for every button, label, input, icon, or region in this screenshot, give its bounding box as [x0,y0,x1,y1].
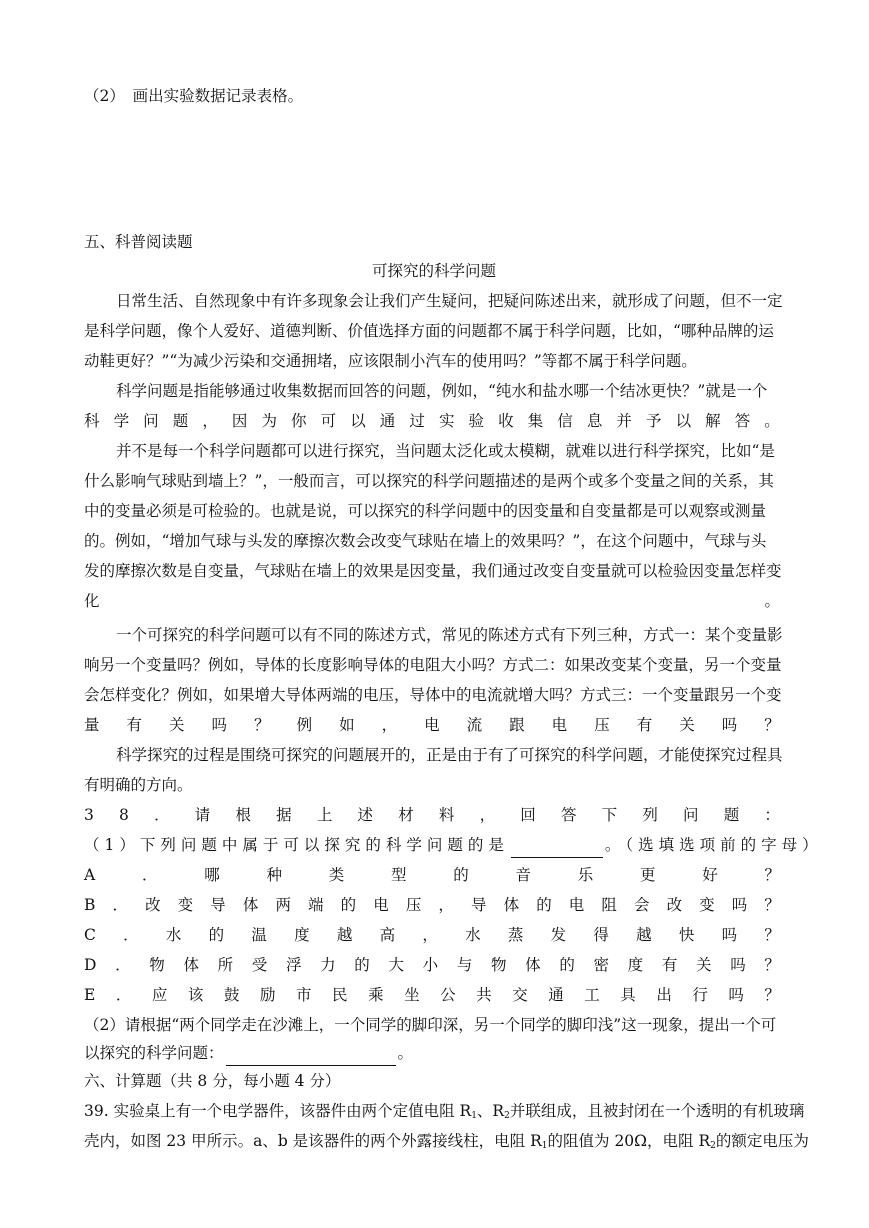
option-char: 度 [627,956,644,974]
paragraph-3-line: 并不是每一个科学问题都可以进行探究，当问题太泛化或太模糊，就难以进行科学探究，比如“是 [116,442,775,460]
option-char: 的 [208,926,225,944]
option-char: 乘 [368,986,384,1004]
justified-char: 。 [764,592,780,610]
justified-char: 电 [424,716,440,734]
justified-char: 以 [350,412,366,430]
option-char: 鼓 [223,986,240,1004]
option-char: 两 [275,896,291,914]
option-char: 市 [296,986,312,1004]
justified-char: ， [479,806,496,824]
justified-char: 你 [291,412,307,430]
justified-char: 吗 [721,716,738,734]
option-char: 具 [620,986,636,1004]
justified-char: 述 [357,806,374,824]
justified-char: ： [764,806,780,824]
option-char: 物 [149,956,165,974]
justified-char: 题 [172,412,189,430]
section-6-title: 六、计算题（共 8 分，每小题 4 分） [84,1072,341,1090]
paragraph-4-line: 响另一个变量吗？例如，导体的长度影响导体的电阻大小吗？方式二：如果改变某个变量，另一个变量 [84,656,782,674]
justified-char: 为 [261,412,277,430]
option-char: 工 [584,986,600,1004]
option-char: 水 [165,926,182,944]
option-char: ？ [764,926,780,944]
option-char: 蒸 [507,926,524,944]
option-char: 体 [525,956,541,974]
option-char: 所 [217,956,234,974]
option-char: C [84,926,96,944]
justified-char: 有 [126,716,143,734]
justified-char: 下 [601,806,618,824]
option-d [84,952,780,978]
question-38-2-line: （2）请根据“两个同学走在沙滩上，一个同学的脚印深，另一个同学的脚印浅”这一现象，提出一个可 [84,1016,777,1034]
option-char: ， [422,926,438,944]
paragraph-4-line: 会怎样变化？例如，如果增大导体两端的电压，导体中的电流就增大吗？方式三：一个变量跟另一个变 [84,686,782,704]
option-char: 端 [308,896,324,914]
justified-char: 并 [616,412,632,430]
justified-char: 列 [642,806,658,824]
option-char: 好 [702,866,718,884]
answer-blank-2[interactable] [226,1047,396,1066]
paragraph-5-line: 科学探究的过程是围绕可探究的问题展开的，正是由于有了可探究的科学问题，才能使探究过程具 [116,746,783,764]
justified-char: 吗 [211,716,228,734]
paragraph-3-line: 中的变量必须是可检验的。也就是说，可以探究的科学问题中的因变量和自变量都是可以观察或测量 [84,502,767,520]
justified-char: 信 [557,412,573,430]
option-char: 导 [210,896,226,914]
justified-char: 息 [586,412,603,430]
option-char: ． [141,866,158,884]
justified-char: 关 [169,716,185,734]
option-char: 会 [633,896,650,914]
option-char: ？ [764,896,780,914]
justified-char: 收 [498,412,514,430]
option-char: ？ [764,986,780,1004]
section-5-title: 五、科普阅读题 [84,233,193,251]
option-char: 体 [503,896,520,914]
option-char: 越 [636,926,652,944]
justified-char: 有 [636,716,653,734]
option-char: D [84,956,97,974]
article-title: 可探究的科学问题 [371,262,496,280]
option-char: ． [112,896,128,914]
option-char: 的 [453,866,469,884]
option-char: 共 [476,986,492,1004]
option-char: 发 [550,926,567,944]
justified-char: 料 [438,806,455,824]
option-char: 变 [699,896,715,914]
option-char: 有 [661,956,678,974]
justified-char: 可 [320,412,337,430]
option-char: 越 [336,926,353,944]
option-e [84,982,780,1008]
justified-char: 压 [594,716,610,734]
option-char: 出 [656,986,672,1004]
option-char: 励 [259,986,276,1004]
option-char: 交 [512,986,528,1004]
justified-char: 实 [438,412,455,430]
option-char: 物 [490,956,507,974]
justified-char: ， [202,412,218,430]
paragraph-5-line: 有明确的方向。 [84,776,193,794]
justified-char: 化 [84,592,100,610]
justified-char: 集 [527,412,544,430]
option-char: 温 [251,926,267,944]
option-char: 导 [471,896,487,914]
option-char: 电 [373,896,389,914]
option-c [84,922,780,948]
option-char: 的 [340,896,357,914]
option-char: 吗 [721,926,738,944]
option-char: E [84,986,96,1004]
question-2-table: （2） 画出实验数据记录表格。 [84,87,304,105]
option-char: 型 [390,866,407,884]
option-char: ？ [764,866,780,884]
justified-char: ？ [254,716,270,734]
option-char: 行 [692,986,708,1004]
option-b [84,892,780,918]
option-char: 该 [187,986,204,1004]
option-char: 通 [548,986,564,1004]
justified-char: ， [381,716,398,734]
paragraph-2-line: 科学问题是指能够通过收集数据而回答的问题，例如，“纯水和盐水哪一个结冰更快？”就是一个 [116,382,768,400]
option-char: 高 [379,926,396,944]
justified-char: 题 [723,806,740,824]
question-38-stem [84,802,780,828]
justified-char: 答 [734,412,751,430]
option-char: 改 [145,896,161,914]
paragraph-3-line: 发的摩擦次数是自变量，气球贴在墙上的效果是因变量，我们通过改变自变量就可以检验因变量怎样变 [84,562,782,580]
justified-char: 。 [764,412,780,430]
justified-char: 据 [276,806,292,824]
justified-char: 问 [683,806,699,824]
justified-char: 科 [84,412,100,430]
option-char: ． [123,926,139,944]
option-char: 压 [405,896,422,914]
justified-char: 材 [398,806,414,824]
option-char: 密 [593,956,610,974]
option-char: B [84,896,96,914]
option-char: 的 [559,956,575,974]
justified-char: 以 [675,412,692,430]
paragraph-1-line: 日常生活、自然现象中有许多现象会让我们产生疑问，把疑问陈述出来，就形成了问题，但不一定 [116,292,783,310]
justified-char: 学 [113,412,130,430]
paragraph-3-line: 的。例如，“增加气球与头发的摩擦次数会改变气球贴在墙上的效果吗？”，在这个问题中，气球与头 [84,532,767,550]
justified-char: 回 [520,806,536,824]
option-char: 改 [666,896,683,914]
paragraph-4-line: 一个可探究的科学问题可以有不同的陈述方式，常见的陈述方式有下列三种，方式一：某个变量影 [116,626,783,644]
option-char: ． [115,956,131,974]
justified-char: 问 [143,412,159,430]
justified-char: ． [154,806,170,824]
justified-char: 量 [84,716,100,734]
option-char: 吗 [728,986,744,1004]
option-char: 类 [328,866,345,884]
option-char: 吗 [731,896,748,914]
option-char: 得 [593,926,609,944]
option-char: 的 [354,956,370,974]
option-char: 吗 [730,956,746,974]
option-char: 变 [177,896,194,914]
option-char: 乐 [577,866,594,884]
question-38-1 [84,832,823,858]
option-char: A [84,866,96,884]
option-char: 水 [465,926,481,944]
justified-char: 验 [468,412,485,430]
option-char: 小 [422,956,439,974]
justified-char: 3 [84,806,94,824]
paragraph-3-line: 什么影响气球贴到墙上？”，一般而言，可以探究的科学问题描述的是两个或多个变量之间的关系，其 [84,472,774,490]
option-char: 更 [639,866,656,884]
option-char: 公 [440,986,456,1004]
option-char: 体 [183,956,199,974]
justified-char: 根 [235,806,251,824]
option-char: ， [438,896,454,914]
option-char: 阻 [601,896,617,914]
option-char: 民 [332,986,348,1004]
option-char: 坐 [404,986,420,1004]
option-char: 受 [251,956,268,974]
justified-char: ？ [764,716,780,734]
option-char: ． [115,986,132,1004]
option-char: 浮 [285,956,302,974]
justified-char: 如 [339,716,355,734]
justified-char: 关 [679,716,695,734]
justified-char: 上 [316,806,333,824]
option-char: 快 [678,926,695,944]
option-char: 应 [151,986,168,1004]
option-char: 关 [696,956,712,974]
option-char: 哪 [204,866,220,884]
option-char: 的 [536,896,552,914]
justified-char: 予 [645,412,662,430]
justified-char: 过 [409,412,425,430]
paragraph-1-line: 是科学问题，像个人爱好、道德判断、价值选择方面的问题都不属于科学问题，比如，“哪种品牌的运 [84,322,774,340]
justified-char: 8 [119,806,129,824]
paragraph-2-line-justified [84,408,780,434]
option-char: 电 [568,896,585,914]
option-char: 与 [456,956,473,974]
question-38-2-answer-line: 以探究的科学问题： 。 [84,1040,780,1066]
justified-char: 解 [705,412,721,430]
justified-char: 流 [466,716,483,734]
option-char: 种 [266,866,282,884]
answer-blank-1[interactable] [511,839,603,858]
option-a [84,862,780,888]
question-39-line: 39. 实验桌上有一个电学器件，该器件由两个定值电阻 $R_1$、$R_2$并联组成，且被封闭在一个透明的有机玻璃 [84,1102,805,1121]
paragraph-4-line-justified [84,712,780,738]
justified-char: 通 [379,412,396,430]
justified-char: 电 [551,716,568,734]
justified-char: 例 [296,716,313,734]
option-char: 体 [242,896,259,914]
question-39-line: 壳内，如图 23 甲所示。a、b 是该器件的两个外露接线柱，电阻 $R_1$的阻值为 20Ω，电阻 $R_2$的额定电压为 [84,1132,809,1151]
option-char: 音 [515,866,531,884]
question-38-1-text: （1）下列问题中属于可以探究的科学问题的是 。（选填选项前的字母） [84,832,823,858]
option-char: 度 [294,926,310,944]
paragraph-3-line-justified [84,588,780,614]
justified-char: 答 [560,806,577,824]
justified-char: 因 [231,412,248,430]
justified-char: 请 [194,806,211,824]
justified-char: 跟 [509,716,525,734]
option-char: 大 [388,956,404,974]
option-char: ？ [764,956,780,974]
option-char: 力 [320,956,336,974]
paragraph-1-line: 动鞋更好？”“为减少污染和交通拥堵，应该限制小汽车的使用吗？”等都不属于科学问题。 [84,352,697,370]
